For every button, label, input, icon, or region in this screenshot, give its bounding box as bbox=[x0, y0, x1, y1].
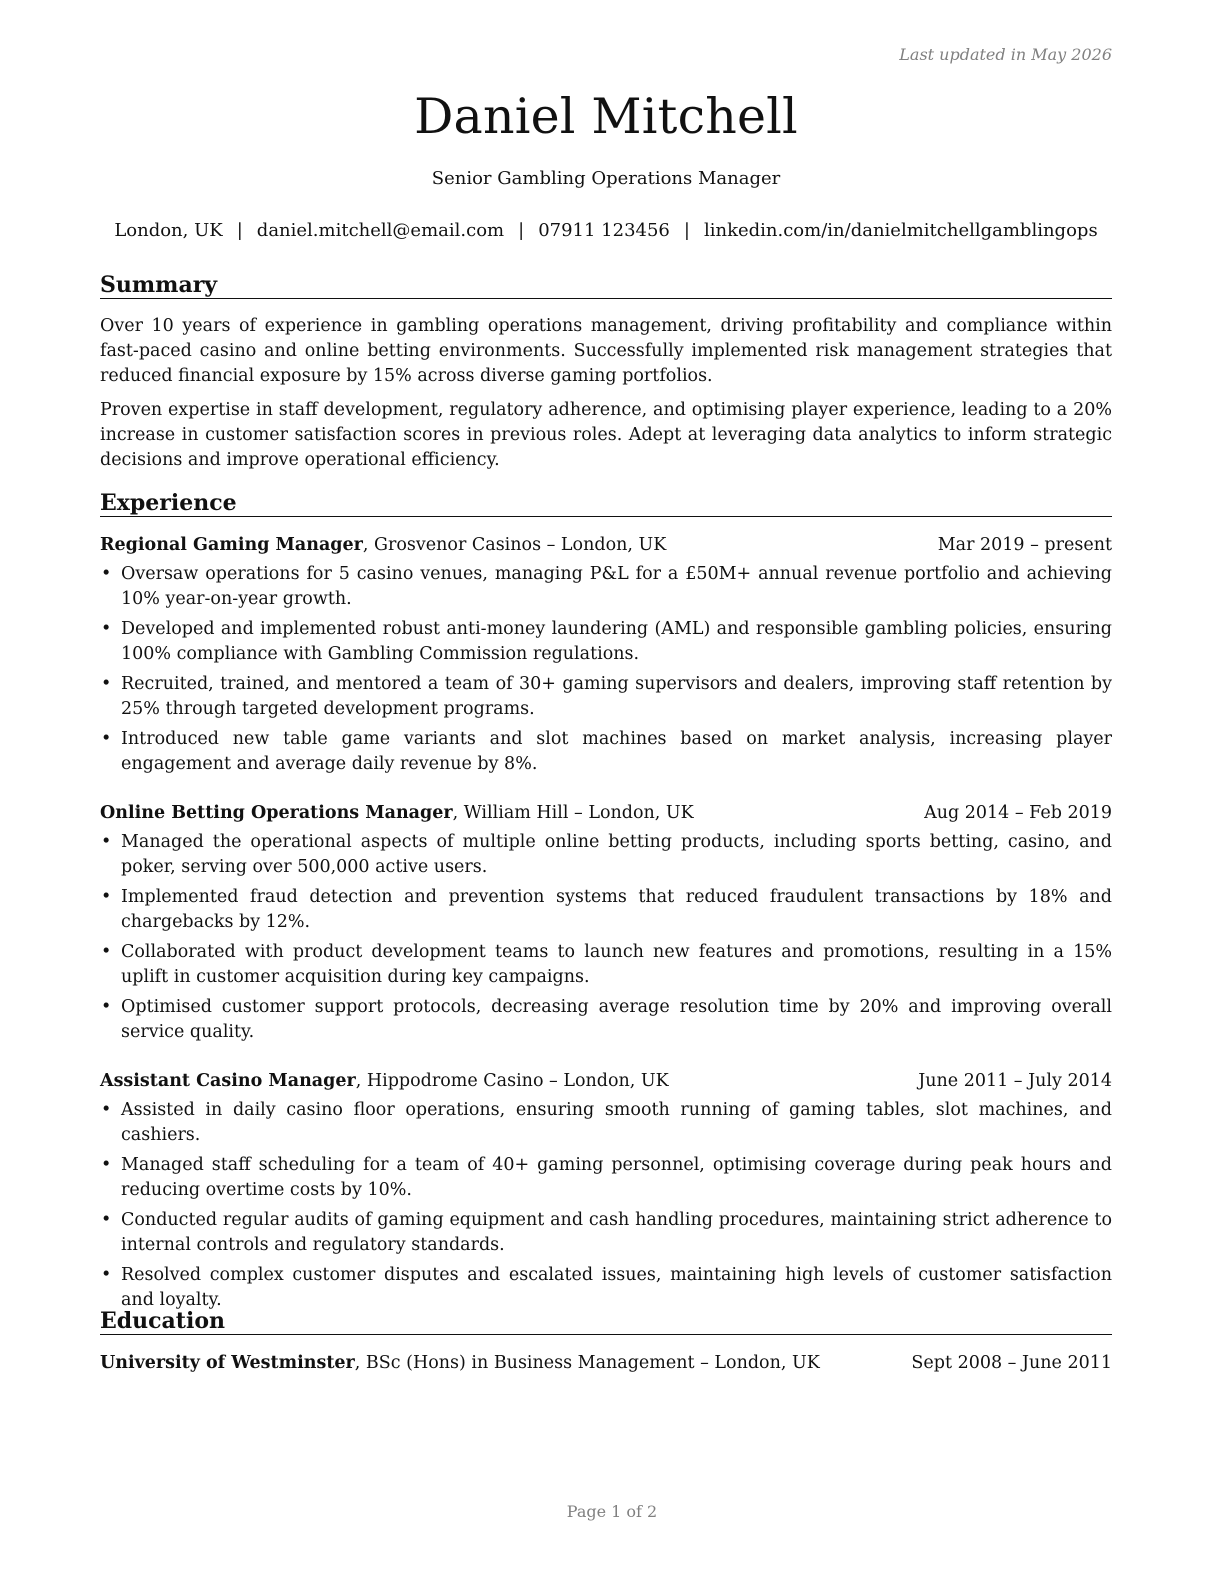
job-role: Regional Gaming Manager bbox=[100, 535, 363, 555]
contact-separator: | bbox=[683, 220, 690, 241]
job-bullet: • Developed and implemented robust anti-money laundering (AML) and responsible gambling policies, ensuring 100% compliance with Gambling Commission regulations. bbox=[100, 617, 1112, 667]
job-bullet-list bbox=[100, 830, 1112, 1050]
section-title-summary: Summary bbox=[100, 272, 1112, 299]
job-bullet-list bbox=[100, 562, 1112, 782]
education-dates: Sept 2008 – June 2011 bbox=[911, 1353, 1112, 1373]
candidate-name: Daniel Mitchell bbox=[414, 88, 798, 145]
summary-paragraph: Proven expertise in staff development, regulatory adherence, and optimising player experience, leading to a 20% increase in customer satisfaction scores in previous roles. Adept at leveraging data analytics to inform strategic decisions and improve operational efficiency. bbox=[100, 400, 1112, 470]
job-header bbox=[100, 1069, 1112, 1093]
contact-separator: | bbox=[518, 220, 525, 241]
job-bullet: • Optimised customer support protocols, decreasing average resolution time by 20% and improving overall service quality. bbox=[100, 995, 1112, 1045]
education-institution: University of Westminster bbox=[100, 1353, 355, 1373]
job-bullet: • Resolved complex customer disputes and escalated issues, maintaining high levels of customer satisfaction and loyalty. bbox=[100, 1263, 1112, 1313]
job-bullet-list bbox=[100, 1098, 1112, 1318]
job-header bbox=[100, 801, 1112, 825]
contact-email[interactable]: daniel.mitchell@email.com bbox=[256, 220, 505, 241]
education-entry bbox=[100, 1351, 1112, 1375]
job-header bbox=[100, 533, 1112, 557]
job-role: Online Betting Operations Manager bbox=[100, 803, 453, 823]
job-company: , Hippodrome Casino – London, UK bbox=[355, 1071, 669, 1091]
job-bullet: • Oversaw operations for 5 casino venues, managing P&L for a £50M+ annual revenue portfolio and achieving 10% year-on-year growth. bbox=[100, 562, 1112, 612]
contact-phone: 07911 123456 bbox=[538, 220, 670, 241]
job-bullet: • Implemented fraud detection and prevention systems that reduced fraudulent transactions by 18% and chargebacks by 12%. bbox=[100, 885, 1112, 935]
candidate-headline: Senior Gambling Operations Manager bbox=[431, 168, 781, 189]
contact-linkedin[interactable]: linkedin.com/in/danielmitchellgamblingops bbox=[703, 220, 1098, 241]
job-bullet: • Introduced new table game variants and slot machines based on market analysis, increasing player engagement and average daily revenue by 8%. bbox=[100, 727, 1112, 777]
job-bullet: • Assisted in daily casino floor operations, ensuring smooth running of gaming tables, slot machines, and cashiers. bbox=[100, 1098, 1112, 1148]
job-bullet: • Managed the operational aspects of multiple online betting products, including sports betting, casino, and poker, serving over 500,000 active users. bbox=[100, 830, 1112, 880]
section-title-education: Education bbox=[100, 1308, 1112, 1335]
job-dates: Mar 2019 – present bbox=[937, 535, 1112, 555]
job-role: Assistant Casino Manager bbox=[100, 1071, 356, 1091]
job-dates: June 2011 – July 2014 bbox=[918, 1071, 1112, 1091]
contact-separator: | bbox=[236, 220, 243, 241]
summary-paragraph: Over 10 years of experience in gambling operations management, driving profitability and compliance within fast-paced casino and online betting environments. Successfully implemented risk management strategies that reduced financial exposure by 15% across diverse gaming portfolios. bbox=[100, 316, 1112, 386]
job-company: , Grosvenor Casinos – London, UK bbox=[362, 535, 667, 555]
job-company: , William Hill – London, UK bbox=[452, 803, 694, 823]
job-bullet: • Conducted regular audits of gaming equipment and cash handling procedures, maintaining strict adherence to internal controls and regulatory standards. bbox=[100, 1208, 1112, 1258]
job-bullet: • Collaborated with product development teams to launch new features and promotions, resulting in a 15% uplift in customer acquisition during key campaigns. bbox=[100, 940, 1112, 990]
section-title-experience: Experience bbox=[100, 490, 1112, 517]
job-bullet: • Managed staff scheduling for a team of 40+ gaming personnel, optimising coverage during peak hours and reducing overtime costs by 10%. bbox=[100, 1153, 1112, 1203]
page-number: Page 1 of 2 bbox=[566, 1502, 658, 1521]
last-updated-note: Last updated in May 2026 bbox=[899, 45, 1112, 64]
contact-line bbox=[100, 220, 1112, 242]
job-bullet: • Recruited, trained, and mentored a team of 30+ gaming supervisors and dealers, improving staff retention by 25% through targeted development programs. bbox=[100, 672, 1112, 722]
job-dates: Aug 2014 – Feb 2019 bbox=[924, 803, 1112, 823]
contact-location: London, UK bbox=[114, 220, 223, 241]
education-detail: , BSc (Hons) in Business Management – London, UK bbox=[354, 1353, 820, 1373]
